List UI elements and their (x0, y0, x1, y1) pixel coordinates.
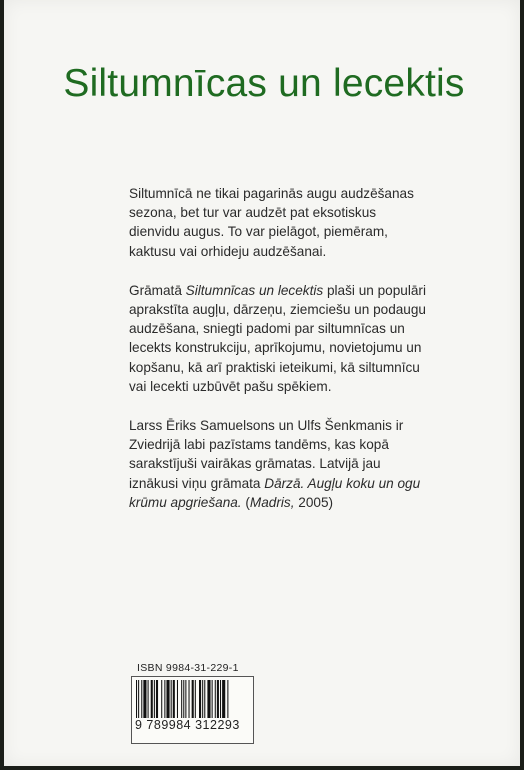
blurb-paragraph-3 (129, 416, 429, 512)
barcode-bar (138, 680, 139, 718)
barcode-bar (161, 680, 162, 718)
barcode-bar (183, 680, 184, 718)
book-title: Siltumnīcas un lecektis (63, 62, 465, 105)
barcode-bar (195, 680, 196, 718)
barcode-bar (222, 680, 225, 718)
p2-book-title: Siltumnīcas un lecektis (185, 282, 324, 298)
barcode-bar (215, 680, 216, 718)
barcode (131, 676, 254, 744)
p2-rest: plaši un populāri aprakstīta augļu, dārzeņu, ziemciešu un podaugu audzēšana, sniegti padomi par siltumnīcas un lecekts konstrukciju, aprīkojumu, novietojumu un kopšanu, kā arī praktiski ieteikumi, kā siltumnīcu vai lecekti uzbūvēt pašu spēkiem. (129, 282, 426, 394)
barcode-bar (199, 680, 201, 718)
barcode-bar (212, 680, 213, 718)
barcode-bar (154, 680, 155, 718)
blurb (129, 184, 429, 532)
barcode-bar (151, 680, 153, 718)
p3-publisher: Madris, (249, 494, 295, 510)
barcode-bar (143, 680, 146, 718)
barcode-bar (164, 680, 165, 718)
p2-lead: Grāmatā (129, 282, 186, 298)
barcode-bar (217, 680, 219, 718)
blurb-paragraph-1: Siltumnīcā ne tikai pagarinās augu audzēšanas sezona, bet tur var audzēt pat eksotiskus dienvidu augus. To var pielāgot, piemēram, kaktusu vai orhideju audzēšanai. (129, 186, 414, 259)
barcode-bar (189, 680, 190, 718)
blurb-paragraph-2 (129, 281, 429, 396)
barcode-number: 9 789984 312293 (135, 718, 240, 732)
p3-open: ( (241, 494, 250, 510)
barcode-bar (141, 680, 142, 718)
barcode-bar (148, 680, 149, 718)
barcode-bar (156, 680, 158, 718)
barcode-bar (173, 680, 175, 718)
barcode-bar (227, 680, 228, 718)
barcode-bar (202, 680, 203, 718)
barcode-bar (166, 680, 169, 718)
isbn-label: ISBN 9984-31-229-1 (137, 662, 239, 674)
barcode-bar (192, 680, 194, 718)
p3-lead: Larss Ēriks Samuelsons un Ulfs Šenkmanis ir Zviedrijā labi pazīstams tandēms, kas kopā sarakstījuši vairākas grāmatas. Latvijā jau iznākusi viņu grāmata (129, 418, 404, 491)
barcode-bar (207, 680, 210, 718)
barcode-bar (136, 680, 137, 718)
barcode-bar (204, 680, 205, 718)
barcode-bar (177, 680, 178, 718)
barcode-bars (136, 680, 249, 718)
barcode-bar (171, 680, 172, 718)
barcode-bar (185, 680, 186, 718)
book-back-cover (4, 0, 520, 766)
barcode-bar (220, 680, 221, 718)
p3-close: 2005) (294, 494, 334, 510)
barcode-bar (181, 680, 182, 718)
p3-book-title: Dārzā. Augļu koku un ogu krūmu apgriešana. (129, 475, 421, 510)
